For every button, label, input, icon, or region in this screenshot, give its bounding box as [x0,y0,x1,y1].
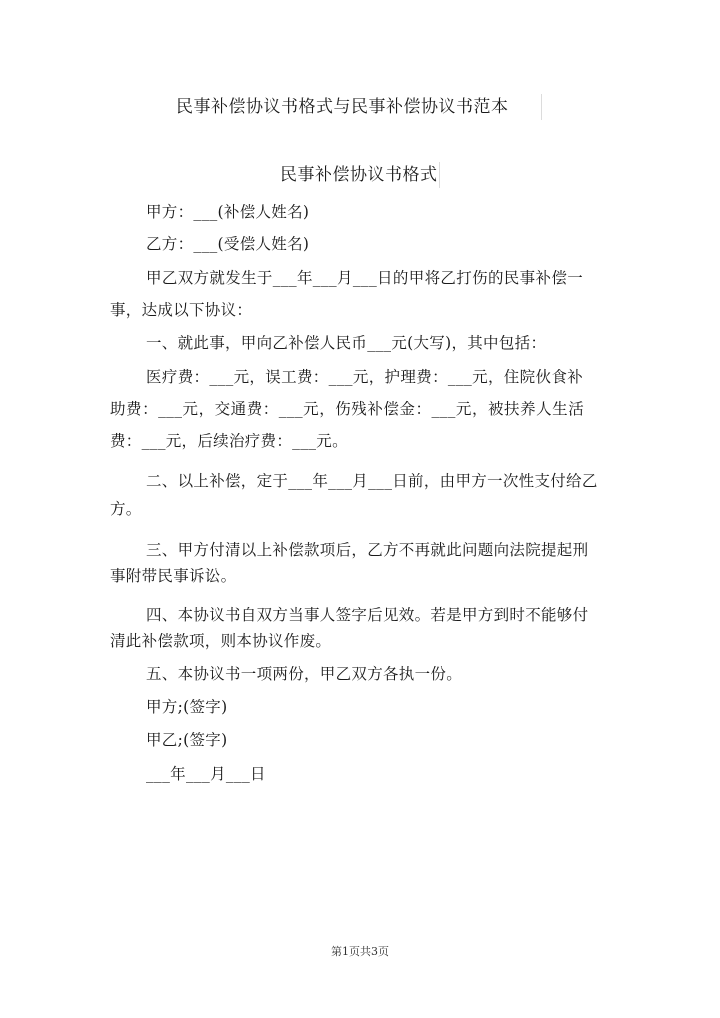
clause-3-line-2: 事附带民事诉讼。 [110,567,237,585]
clause-2-line-2: 方。 [110,500,142,518]
clause-5-line: 五、本协议书一项两份，甲乙双方各执一份。 [146,665,463,683]
signature-party-b: 甲乙;(签字) [146,731,228,749]
section-subtitle [280,162,440,188]
clause-1-line-1: 一、就此事，甲向乙补偿人民币___元(大写)，其中包括： [146,334,547,352]
paragraph-intro-line-1: 甲乙双方就发生于___年___月___日的甲将乙打伤的民事补偿一 [146,269,583,287]
clause-4-line-2: 清此补偿款项，则本协议作废。 [110,632,332,650]
paragraph-intro-line-2: 事，达成以下协议： [110,301,253,319]
clause-2-line-1: 二、以上补偿，定于___年___月___日前，由甲方一次性支付给乙 [146,472,598,490]
signature-party-a: 甲方;(签字) [146,698,228,716]
date-line: ___年___月___日 [146,765,266,783]
document-title [176,94,542,120]
document-title-text: 民事补偿协议书格式与民事补偿协议书范本 [176,97,509,117]
page-footer: 第1页共3页 [331,945,389,958]
party-b-line: 乙方：___(受偿人姓名) [146,235,310,253]
clause-1-line-3: 助费：___元，交通费：___元，伤残补偿金：___元，被扶养人生活 [110,400,584,418]
clause-4-line-1: 四、本协议书自双方当事人签字后见效。若是甲方到时不能够付 [146,606,589,624]
party-a-line: 甲方：___(补偿人姓名) [146,203,310,221]
section-subtitle-text: 民事补偿协议书格式 [280,165,438,185]
clause-1-line-2: 医疗费：___元，误工费：___元，护理费：___元，住院伙食补 [146,368,583,386]
title-cursor-bar [541,94,542,120]
clause-3-line-1: 三、甲方付清以上补偿款项后，乙方不再就此问题向法院提起刑 [146,541,589,559]
subtitle-cursor-bar [439,162,440,188]
clause-1-line-4: 费：___元，后续治疗费：___元。 [110,432,348,450]
